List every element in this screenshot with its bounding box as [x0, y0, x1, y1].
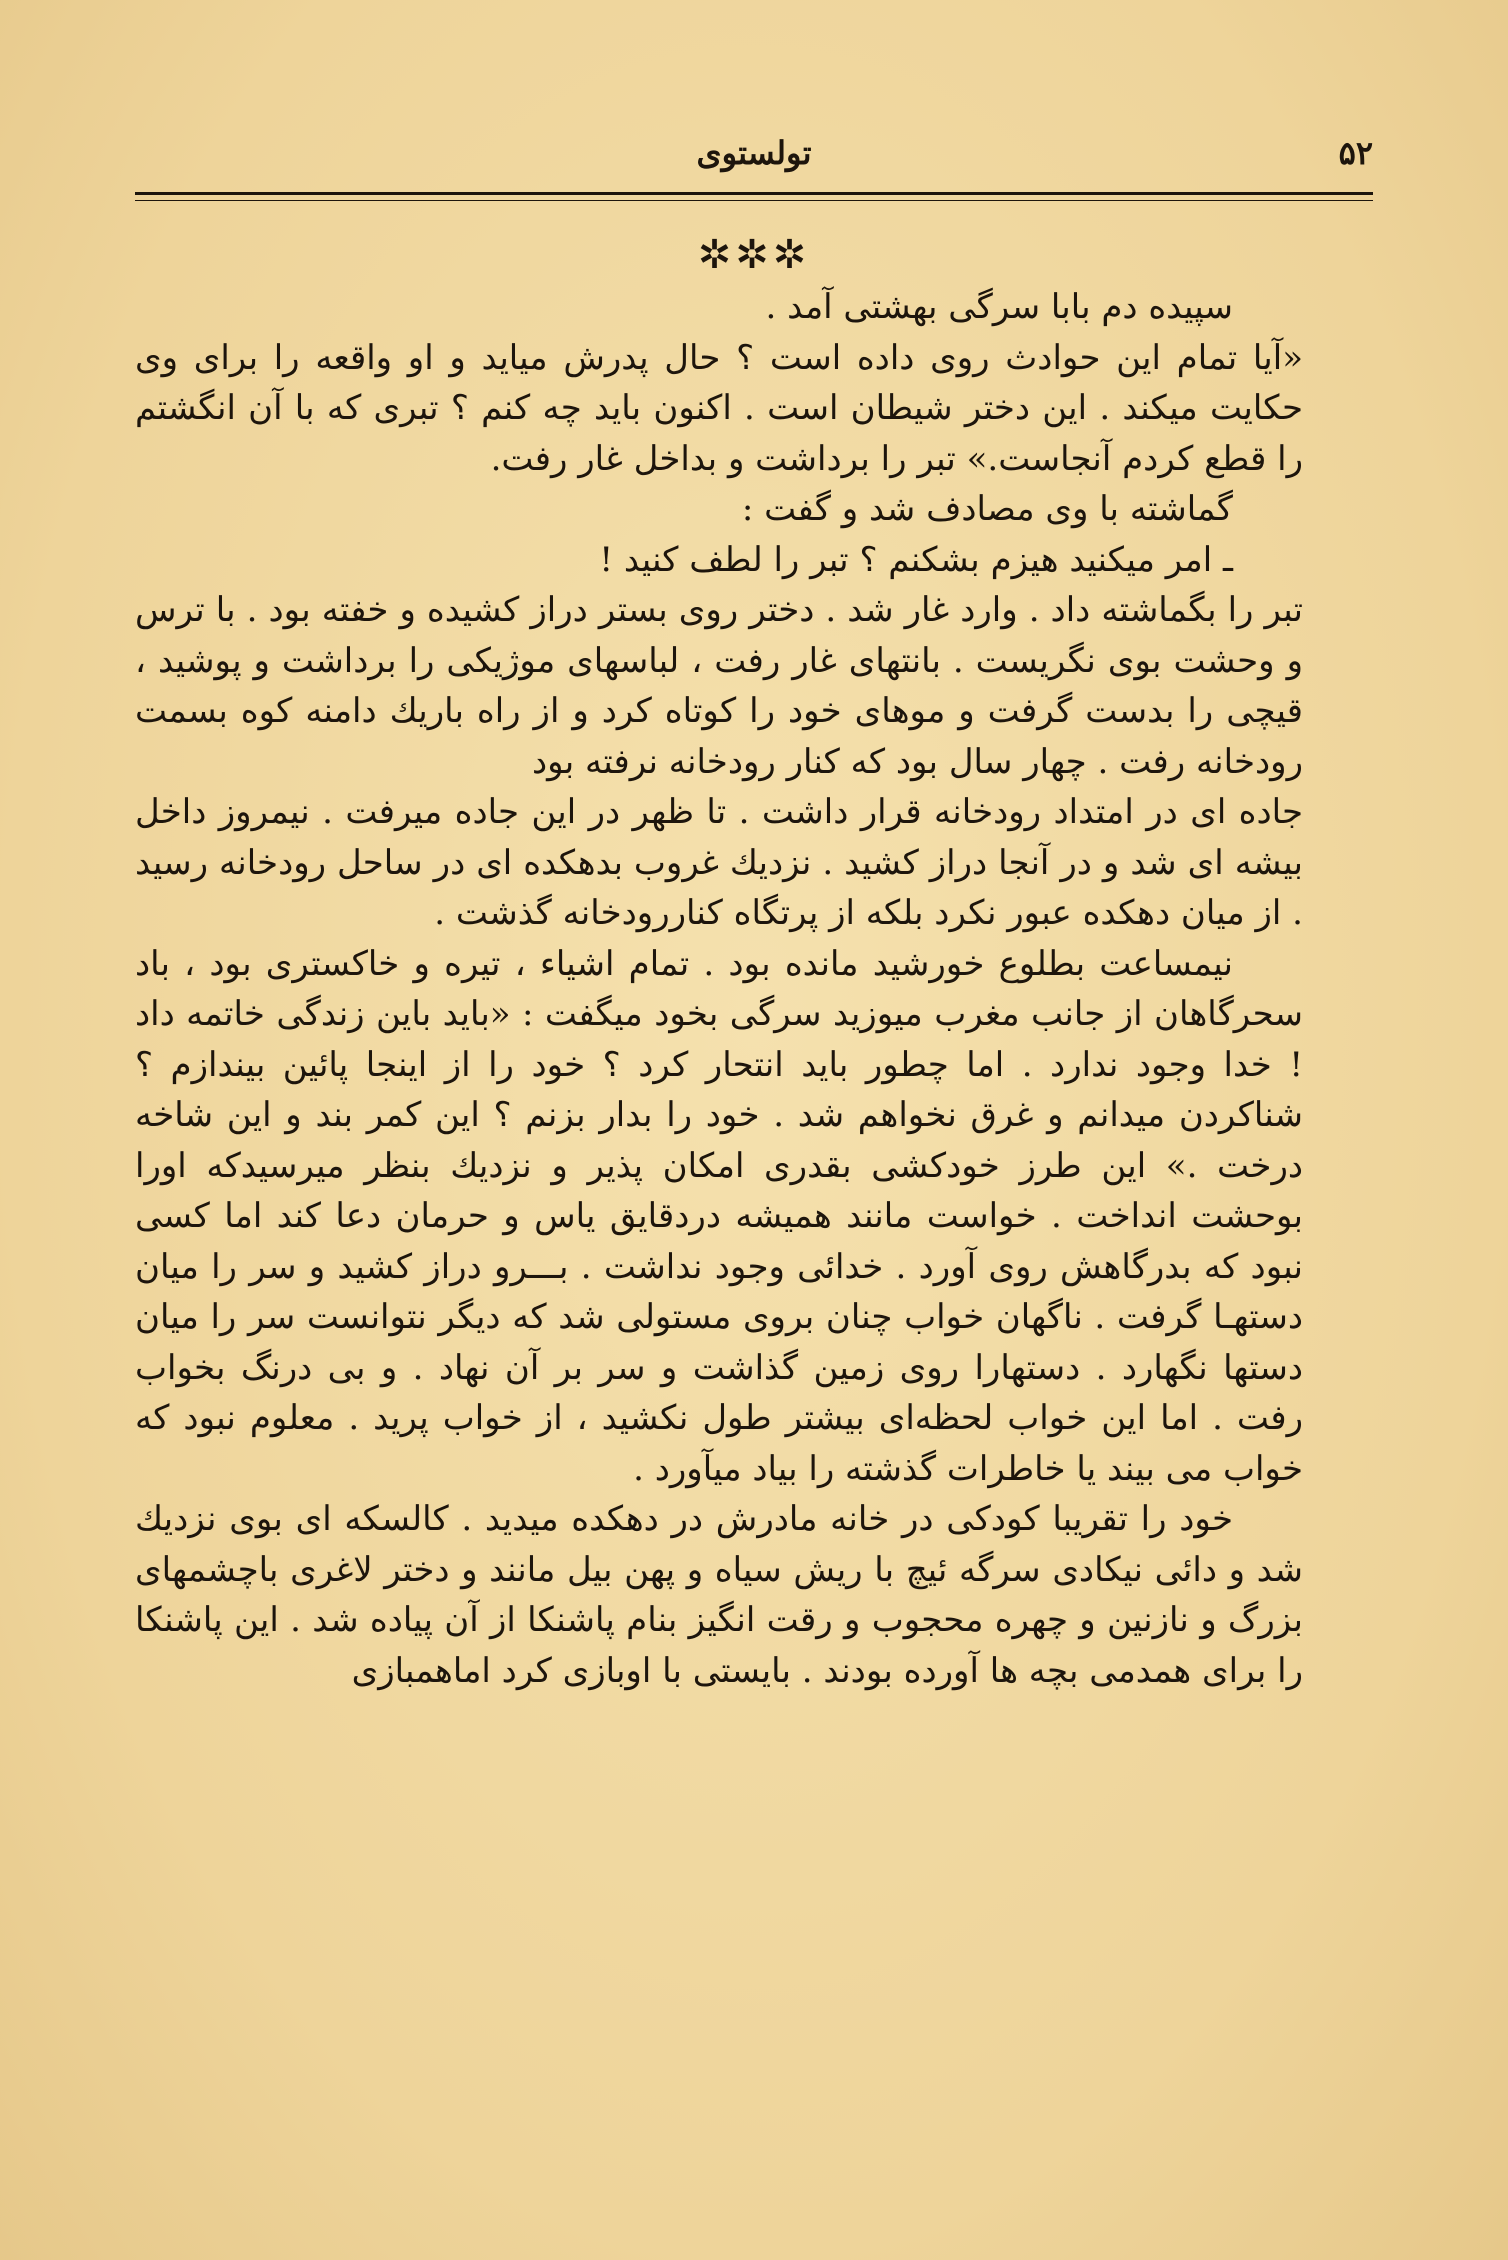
paragraph: گماشته با وی مصادف شد و گفت :	[741, 489, 1233, 529]
section-separator: ✲✲✲	[697, 232, 811, 278]
page-number: ۵۲	[1338, 134, 1373, 172]
running-head	[135, 128, 1373, 188]
header-rule-thin	[135, 200, 1373, 201]
paragraph: سپیده دم بابا سرگی بهشتی آمد .	[765, 287, 1233, 327]
paragraph: ـ امر میکنید هیزم بشکنم ؟ تبر را لطف کنید !	[599, 539, 1233, 580]
paragraph: «آیا تمام این حوادث روی داده است ؟ حال پدرش میاید و او واقعه را برای وی حکایت میکند . این دختر شیطان است . اکنون باید چه کنم ؟ تبری که با آن انگشتم را قطع کردم آنجاست.» تبر را برداشت و بداخل غار رفت.	[135, 337, 1303, 479]
paragraph: تبر را بگماشته داد . وارد غار شد . دختر روی بستر دراز کشیده و خفته بود . با ترس و وحشت بوی نگریست . بانتهای غار رفت ، لباسهای موژیکی را برداشت و پوشید ، قیچی را بدست گرفت و موهای خود را کوتاه کرد و از راه باریك دامنه کوه بسمت رودخانه رفت . چهار سال بود که کنار رودخانه نرفته بود	[135, 590, 1303, 782]
paragraph: جاده ای در امتداد رودخانه قرار داشت . تا ظهر در این جاده میرفت . نیمروز داخل بیشه ای شد و در آنجا دراز کشید . نزدیك غروب بدهکده ای در ساحل رودخانه رسید . از میان دهکده عبور نکرد بلکه از پرتگاه کناررودخانه گذشت .	[135, 792, 1303, 933]
running-title-author: تولستوی	[696, 134, 812, 172]
header-rule	[135, 192, 1373, 195]
paragraph: خود را تقریبا کودکی در خانه مادرش در دهکده میدید . کالسکه ای بوی نزدیك شد و دائی نیکادی سرگه ئیچ با ریش سیاه و پهن بیل مانند و دختر لاغری باچشمهای بزرگ و نازنین و چهره محجوب و رقت انگیز بنام پاشنکا از آن پیاده شد . این پاشنکا را برای همدمی بچه ها آورده بودند . بایستی با اوبازی کرد اماهمبازی	[135, 1499, 1303, 1691]
paragraph: نیمساعت بطلوع خورشید مانده بود . تمام اشیاء ، تیره و خاکستری بود ، باد سحرگاهان از جانب مغرب میوزید سرگی بخود میگفت : «باید باین زندگی خاتمه داد ! خدا وجود ندارد . اما چطور باید انتحار کرد ؟ خود را از اینجا پائین بیندازم ؟ شناکردن میدانم و غرق نخواهم شد . خود را بدار بزنم ؟ این کمر بند و این شاخه درخت .» این طرز خودکشی بقدری امکان پذیر و نزدیك بنظر میرسیدکه اورا بوحشت انداخت . خواست مانند همیشه دردقایق یاس و حرمان دعا کند اما کسی نبود که بدرگاهش روی آورد . خدائی وجود نداشت . بـــرو دراز کشید و سر را میان دستهـا گرفت . ناگهان خواب چنان بروی مستولی شد که دیگر نتوانست سر را میان دستها نگهارد . دستهارا روی زمین گذاشت و سر بر آن نهاد . و بی درنگ بخواب رفت . اما این خواب لحظه‌ای بیشتر طول نکشید ، از خواب پرید . معلوم نبود که خواب می بیند یا خاطرات گذشته را بیاد میآورد .	[135, 943, 1303, 1489]
body-text	[135, 282, 1303, 1696]
